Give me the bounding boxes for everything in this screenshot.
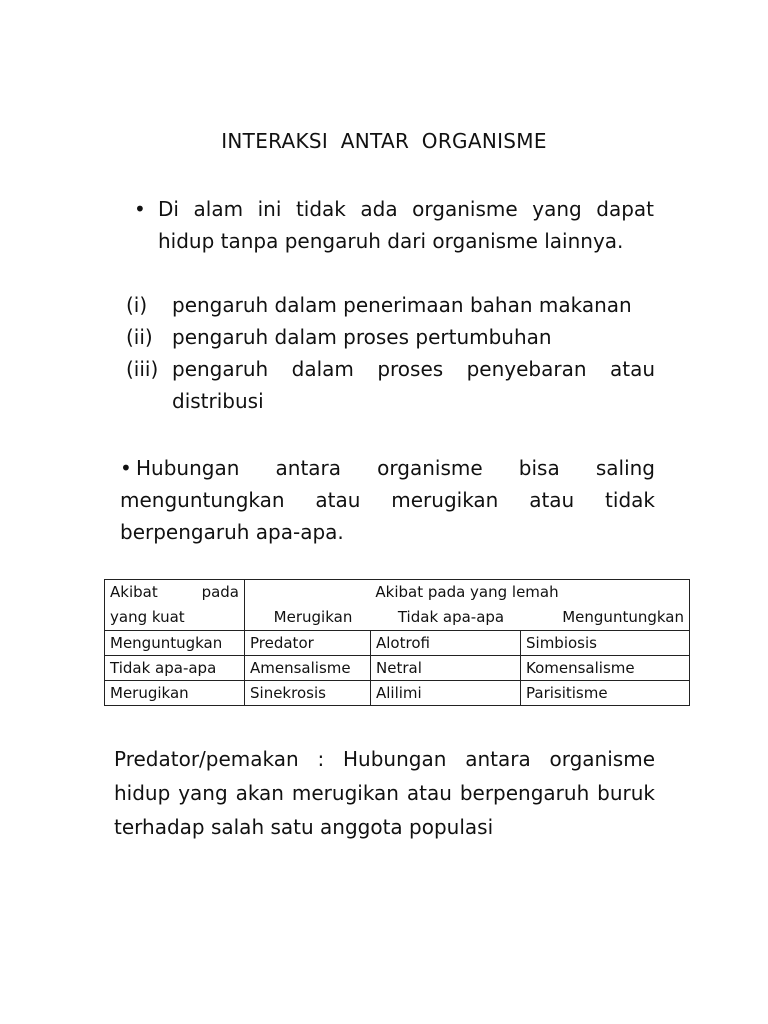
bullet1-line2: hidup tanpa pengaruh dari organisme lainnya. (158, 229, 624, 253)
corner-header-line2: yang kuat (110, 608, 185, 626)
table-row (105, 631, 690, 656)
sub-header: Menguntungkan (562, 608, 684, 626)
table-cell: Merugikan (105, 681, 245, 706)
bullet-icon: • (120, 456, 132, 480)
list-item (126, 353, 655, 417)
sub-header: Merugikan (273, 608, 353, 626)
sub-header: Tidak apa-apa (397, 608, 505, 626)
bullet-paragraph-2 (120, 452, 655, 548)
table-cell: Simbiosis (521, 631, 690, 656)
list-item-number: (i) (126, 293, 148, 317)
table-cell: Alilimi (371, 681, 521, 706)
list-item-text: pengaruh dalam proses penyebaran atau (172, 357, 655, 381)
table-cell: Menguntugkan (105, 631, 245, 656)
table-corner-header (105, 580, 245, 631)
corner-header-word: pada (201, 583, 239, 601)
bullet2-line1: Hubungan antara organisme bisa saling (136, 456, 655, 480)
list-item-text: pengaruh dalam proses pertumbuhan (172, 325, 552, 349)
bullet-paragraph-1 (134, 193, 654, 257)
page-title: INTERAKSI ANTAR ORGANISME (221, 129, 547, 153)
table-cell: Alotrofi (371, 631, 521, 656)
closing-line2: hidup yang akan merugikan atau berpengaruh buruk (114, 781, 655, 805)
list-item (126, 321, 655, 353)
table-row (105, 681, 690, 706)
list-item (126, 289, 655, 321)
table-cell: Sinekrosis (245, 681, 371, 706)
bullet-icon: • (134, 197, 146, 221)
table-row (105, 656, 690, 681)
closing-line1: Predator/pemakan : Hubungan antara organisme (114, 747, 655, 771)
list-item-number: (iii) (126, 357, 159, 381)
table-cell: Amensalisme (245, 656, 371, 681)
bullet2-line3: berpengaruh apa-apa. (120, 520, 344, 544)
bullet2-line2: menguntungkan atau merugikan atau tidak (120, 488, 655, 512)
table-cell: Netral (371, 656, 521, 681)
corner-header-word: Akibat (110, 583, 158, 601)
table-cell: Predator (245, 631, 371, 656)
table-group-header (245, 580, 690, 631)
interaction-table (104, 579, 690, 706)
group-header-title: Akibat pada yang lemah (375, 583, 559, 601)
closing-line3: terhadap salah satu anggota populasi (114, 815, 494, 839)
list-item-text-continued: distribusi (172, 389, 264, 413)
numbered-list (126, 289, 655, 417)
closing-paragraph (114, 742, 655, 844)
table-cell: Parisitisme (521, 681, 690, 706)
table-cell: Tidak apa-apa (105, 656, 245, 681)
table-cell: Komensalisme (521, 656, 690, 681)
table-header-row (105, 580, 690, 631)
list-item-number: (ii) (126, 325, 153, 349)
bullet1-line1: Di alam ini tidak ada organisme yang dapat (158, 197, 654, 221)
list-item-text: pengaruh dalam penerimaan bahan makanan (172, 293, 632, 317)
